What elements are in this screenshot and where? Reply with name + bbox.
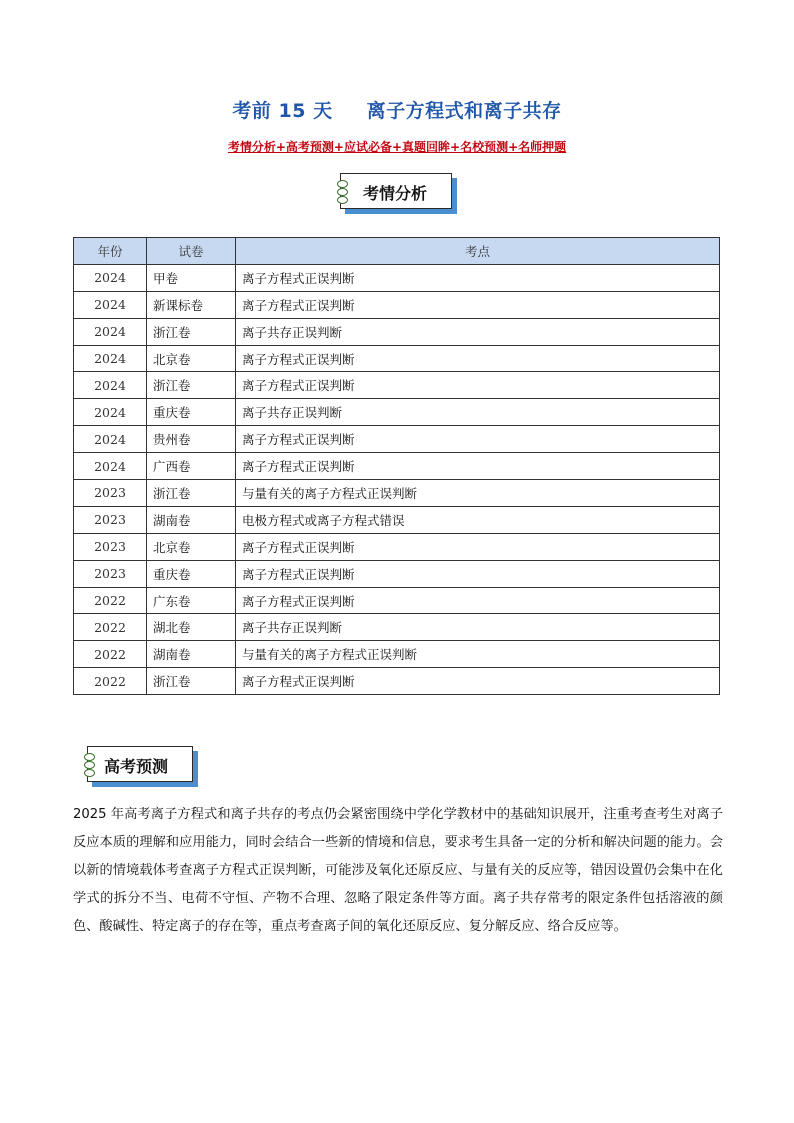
table-row bbox=[74, 264, 720, 291]
cell-topic: 离子方程式正误判断 bbox=[236, 533, 720, 560]
cell-year: 2024 bbox=[74, 345, 147, 372]
table-row bbox=[74, 506, 720, 533]
cell-paper: 湖南卷 bbox=[147, 641, 236, 668]
cell-paper: 浙江卷 bbox=[147, 668, 236, 695]
cell-topic: 离子方程式正误判断 bbox=[236, 291, 720, 318]
table-row bbox=[74, 614, 720, 641]
cell-topic: 离子方程式正误判断 bbox=[236, 264, 720, 291]
column-header-topic: 考点 bbox=[236, 238, 720, 265]
table-row bbox=[74, 641, 720, 668]
cell-topic: 电极方程式或离子方程式错误 bbox=[236, 506, 720, 533]
table-header-row bbox=[74, 238, 720, 265]
title-days: 考前 15 天 bbox=[232, 100, 333, 122]
cell-year: 2024 bbox=[74, 318, 147, 345]
cell-paper: 北京卷 bbox=[147, 345, 236, 372]
table-row bbox=[74, 560, 720, 587]
page-title bbox=[0, 96, 794, 123]
cell-paper: 甲卷 bbox=[147, 264, 236, 291]
cell-topic: 离子方程式正误判断 bbox=[236, 453, 720, 480]
cell-topic: 离子方程式正误判断 bbox=[236, 668, 720, 695]
cell-paper: 新课标卷 bbox=[147, 291, 236, 318]
section-label: 考情分析 bbox=[363, 184, 428, 203]
table-row bbox=[74, 533, 720, 560]
cell-year: 2024 bbox=[74, 399, 147, 426]
cell-paper: 重庆卷 bbox=[147, 399, 236, 426]
cell-topic: 与量有关的离子方程式正误判断 bbox=[236, 480, 720, 507]
cell-paper: 贵州卷 bbox=[147, 426, 236, 453]
column-header-paper: 试卷 bbox=[147, 238, 236, 265]
cell-year: 2024 bbox=[74, 264, 147, 291]
cell-topic: 离子共存正误判断 bbox=[236, 318, 720, 345]
section-label: 高考预测 bbox=[104, 757, 169, 776]
cell-year: 2023 bbox=[74, 560, 147, 587]
cell-year: 2022 bbox=[74, 587, 147, 614]
table-row bbox=[74, 399, 720, 426]
binder-ring-icon bbox=[84, 769, 95, 777]
cell-paper: 重庆卷 bbox=[147, 560, 236, 587]
cell-topic: 离子方程式正误判断 bbox=[236, 587, 720, 614]
cell-paper: 湖南卷 bbox=[147, 506, 236, 533]
binder-ring-icon bbox=[337, 180, 348, 188]
table-row bbox=[74, 587, 720, 614]
cell-paper: 浙江卷 bbox=[147, 318, 236, 345]
cell-topic: 离子方程式正误判断 bbox=[236, 560, 720, 587]
cell-paper: 广东卷 bbox=[147, 587, 236, 614]
cell-year: 2023 bbox=[74, 480, 147, 507]
cell-paper: 湖北卷 bbox=[147, 614, 236, 641]
table-row bbox=[74, 480, 720, 507]
binder-ring-icon bbox=[337, 188, 348, 196]
cell-topic: 离子方程式正误判断 bbox=[236, 345, 720, 372]
cell-paper: 广西卷 bbox=[147, 453, 236, 480]
column-header-year: 年份 bbox=[74, 238, 147, 265]
section-badge-prediction bbox=[87, 746, 193, 782]
binder-ring-icon bbox=[337, 196, 348, 204]
cell-year: 2024 bbox=[74, 372, 147, 399]
prediction-paragraph: 2025 年高考离子方程式和离子共存的考点仍会紧密围绕中学化学教材中的基础知识展开，注重考查考生对离子反应本质的理解和应用能力，同时会结合一些新的情境和信息，要求考生具备一定的分析和解决问题的能力。会以新的情境载体考查离子方程式正误判断，可能涉及氧化还原反应、与量有关的反应等，错因设置仍会集中在化学式的拆分不当、电荷不守恒、产物不合理、忽略了限定条件等方面。离子共存常考的限定条件包括溶液的颜色、酸碱性、特定离子的存在等，重点考查离子间的氧化还原反应、复分解反应、络合反应等。 bbox=[73, 807, 723, 934]
cell-year: 2023 bbox=[74, 533, 147, 560]
cell-topic: 离子共存正误判断 bbox=[236, 399, 720, 426]
cell-topic: 离子方程式正误判断 bbox=[236, 372, 720, 399]
cell-year: 2024 bbox=[74, 426, 147, 453]
cell-topic: 离子共存正误判断 bbox=[236, 614, 720, 641]
cell-year: 2023 bbox=[74, 506, 147, 533]
cell-year: 2022 bbox=[74, 641, 147, 668]
cell-year: 2022 bbox=[74, 614, 147, 641]
cell-paper: 北京卷 bbox=[147, 533, 236, 560]
page-subtitle: 考情分析+高考预测+应试必备+真题回眸+名校预测+名师押题 bbox=[227, 140, 567, 154]
cell-year: 2022 bbox=[74, 668, 147, 695]
cell-paper: 浙江卷 bbox=[147, 372, 236, 399]
table-row bbox=[74, 291, 720, 318]
title-topic: 离子方程式和离子共存 bbox=[366, 100, 562, 122]
binder-ring-icon bbox=[84, 761, 95, 769]
table-row bbox=[74, 318, 720, 345]
section-badge-analysis bbox=[340, 173, 452, 209]
table-row bbox=[74, 372, 720, 399]
table-row bbox=[74, 345, 720, 372]
cell-year: 2024 bbox=[74, 453, 147, 480]
cell-topic: 与量有关的离子方程式正误判断 bbox=[236, 641, 720, 668]
table-row bbox=[74, 453, 720, 480]
cell-year: 2024 bbox=[74, 291, 147, 318]
table-row bbox=[74, 668, 720, 695]
binder-ring-icon bbox=[84, 753, 95, 761]
cell-topic: 离子方程式正误判断 bbox=[236, 426, 720, 453]
exam-analysis-table bbox=[73, 237, 720, 695]
cell-paper: 浙江卷 bbox=[147, 480, 236, 507]
table-row bbox=[74, 426, 720, 453]
